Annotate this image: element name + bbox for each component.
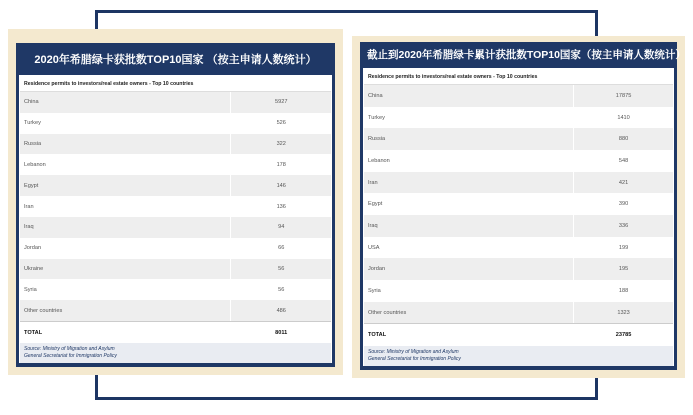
value-cell: 136 bbox=[276, 203, 286, 210]
left-table-sheet bbox=[19, 75, 332, 363]
total-value: 8011 bbox=[275, 329, 288, 336]
right-table-panel bbox=[360, 42, 686, 370]
table-row bbox=[20, 154, 331, 175]
table-row bbox=[364, 85, 673, 107]
value-cell: 17875 bbox=[615, 92, 632, 99]
source-line-1: Source: Ministry of Migration and Asylum bbox=[368, 349, 459, 355]
country-cell: Egypt bbox=[364, 193, 574, 215]
value-cell: 56 bbox=[278, 266, 285, 273]
country-cell: USA bbox=[364, 237, 574, 259]
total-row bbox=[364, 323, 673, 346]
table-row bbox=[364, 258, 673, 280]
source-line-1: Source: Ministry of Migration and Asylum bbox=[24, 346, 115, 352]
value-cell: 526 bbox=[276, 120, 286, 127]
table-row bbox=[364, 128, 673, 150]
value-cell: 56 bbox=[278, 286, 285, 293]
table-row bbox=[364, 193, 673, 215]
table-row bbox=[364, 302, 673, 324]
country-cell: Iraq bbox=[20, 217, 231, 238]
right-table-sheet bbox=[363, 68, 674, 366]
table-row bbox=[20, 279, 331, 300]
value-cell: 390 bbox=[618, 201, 629, 208]
left-table-title: 2020年希腊绿卡获批数TOP10国家 （按主申请人数统计） bbox=[34, 54, 317, 66]
right-table-source bbox=[364, 346, 673, 366]
left-table-panel bbox=[16, 43, 335, 367]
value-cell: 322 bbox=[276, 141, 286, 148]
table-row bbox=[20, 217, 331, 238]
country-cell: Turkey bbox=[20, 113, 231, 134]
country-cell: Lebanon bbox=[364, 150, 574, 172]
source-line-2: General Secretariat for Immigration Policy bbox=[368, 356, 461, 362]
country-cell: China bbox=[20, 92, 231, 113]
right-table-title: 截止到2020年希腊绿卡累计获批数TOP10国家（按主申请人数统计） bbox=[367, 49, 686, 61]
table-row bbox=[364, 215, 673, 237]
country-cell: Iran bbox=[364, 172, 574, 194]
country-cell: Turkey bbox=[364, 107, 574, 129]
right-table-rows bbox=[364, 85, 673, 346]
country-cell: China bbox=[364, 85, 574, 107]
left-table-card bbox=[8, 29, 343, 375]
table-row bbox=[20, 113, 331, 134]
value-cell: 880 bbox=[618, 136, 629, 143]
table-row bbox=[20, 92, 331, 113]
left-table-rows bbox=[20, 92, 331, 343]
country-cell: Russia bbox=[20, 134, 231, 155]
value-cell: 66 bbox=[278, 245, 285, 252]
value-cell: 195 bbox=[618, 266, 629, 273]
country-cell: Jordan bbox=[364, 258, 574, 280]
country-cell: Iran bbox=[20, 196, 231, 217]
value-cell: 199 bbox=[618, 244, 629, 251]
value-cell: 548 bbox=[618, 157, 629, 164]
table-row bbox=[20, 300, 331, 321]
country-cell: Jordan bbox=[20, 238, 231, 259]
table-row bbox=[364, 280, 673, 302]
country-cell: Iraq bbox=[364, 215, 574, 237]
value-cell: 1410 bbox=[617, 114, 630, 121]
country-cell: Egypt bbox=[20, 175, 231, 196]
left-table-source bbox=[20, 343, 331, 363]
country-cell: Ukraine bbox=[20, 259, 231, 280]
table-row bbox=[364, 172, 673, 194]
value-cell: 421 bbox=[618, 179, 629, 186]
country-cell: Lebanon bbox=[20, 154, 231, 175]
country-cell: Syria bbox=[364, 280, 574, 302]
value-cell: 336 bbox=[618, 222, 629, 229]
value-cell: 146 bbox=[276, 182, 286, 189]
table-row bbox=[20, 134, 331, 155]
country-cell: Russia bbox=[364, 128, 574, 150]
value-cell: 1323 bbox=[617, 309, 630, 316]
total-label: TOTAL bbox=[364, 324, 574, 346]
country-cell: Syria bbox=[20, 279, 231, 300]
left-table-subtitle: Residence permits to investors/real estate owners - Top 10 countries bbox=[20, 75, 331, 92]
country-cell: Other countries bbox=[20, 300, 231, 321]
table-row bbox=[364, 150, 673, 172]
right-table-subtitle: Residence permits to investors/real estate owners - Top 10 countries bbox=[364, 68, 673, 85]
table-row bbox=[20, 238, 331, 259]
value-cell: 178 bbox=[276, 161, 286, 168]
value-cell: 5927 bbox=[275, 99, 288, 106]
total-value: 23785 bbox=[615, 332, 632, 339]
table-row bbox=[20, 175, 331, 196]
value-cell: 188 bbox=[618, 287, 629, 294]
country-cell: Other countries bbox=[364, 302, 574, 324]
total-label: TOTAL bbox=[20, 322, 231, 343]
source-line-2: General Secretariat for Immigration Policy bbox=[24, 353, 117, 359]
total-row bbox=[20, 321, 331, 343]
table-row bbox=[20, 196, 331, 217]
value-cell: 94 bbox=[278, 224, 285, 231]
right-table-card bbox=[352, 36, 685, 378]
value-cell: 486 bbox=[276, 307, 286, 314]
table-row bbox=[20, 259, 331, 280]
table-row bbox=[364, 107, 673, 129]
table-row bbox=[364, 237, 673, 259]
